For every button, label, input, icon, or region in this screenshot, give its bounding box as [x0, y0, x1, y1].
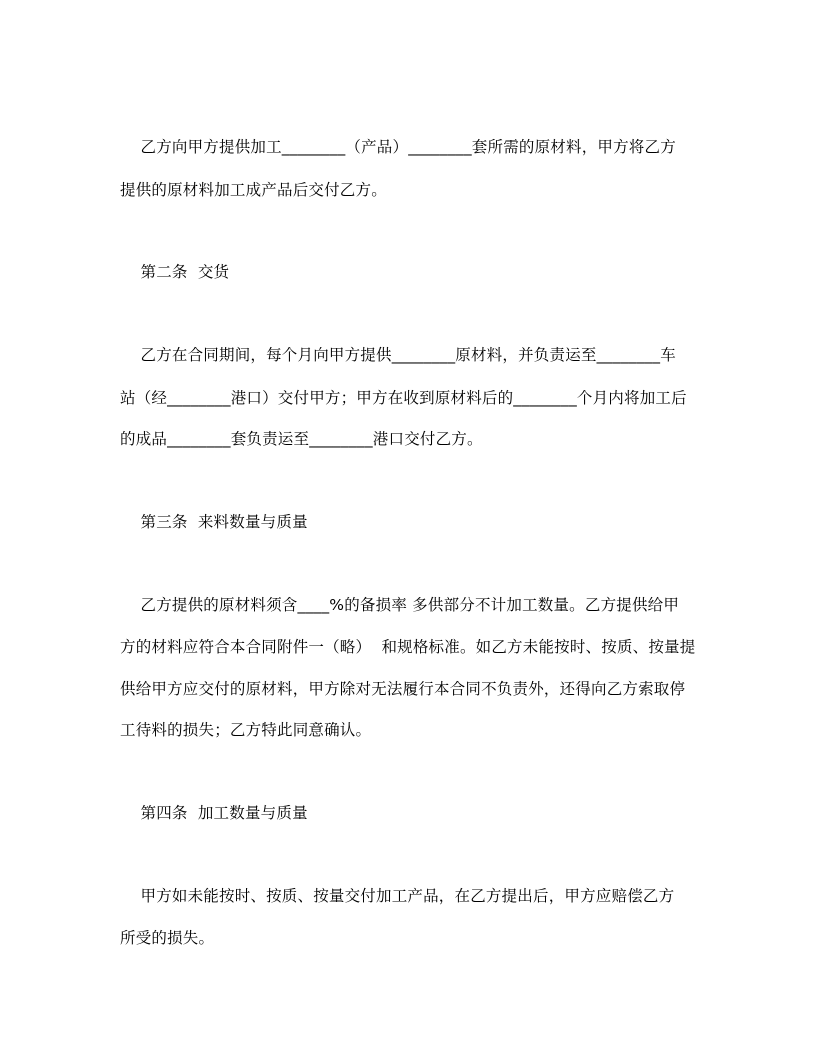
- paragraph-raw-material-supply-line-2: 提供的原材料加工成产品后交付乙方。: [120, 181, 387, 199]
- article-4-paragraph-line-2: 所受的损失。: [120, 929, 215, 947]
- article-2-paragraph-line-2: 站（经________港口）交付甲方；甲方在收到原材料后的________个月内将加工后: [120, 389, 687, 407]
- article-4-paragraph-line-1: 甲方如未能按时、按质、按量交付加工产品，在乙方提出后，甲方应赔偿乙方: [120, 887, 675, 905]
- article-3-paragraph-line-4: 工待料的损失；乙方特此同意确认。: [120, 721, 372, 739]
- article-3-paragraph-line-3: 供给甲方应交付的原材料，甲方除对无法履行本合同不负责外，还得向乙方索取停: [120, 680, 686, 698]
- article-2-heading: 第二条 交货: [120, 263, 230, 281]
- article-3-heading: 第三条 来料数量与质量: [120, 513, 308, 531]
- article-4-heading: 第四条 加工数量与质量: [120, 804, 308, 822]
- article-2-paragraph-line-1: 乙方在合同期间，每个月向甲方提供________原材料，并负责运至________车: [120, 346, 676, 364]
- article-3-paragraph-line-1: 乙方提供的原材料须含____%的备损率 多供部分不计加工数量。乙方提供给甲: [120, 596, 680, 614]
- article-3-paragraph-line-2: 方的材料应符合本合同附件一（略） 和规格标准。如乙方未能按时、按质、按量提: [120, 638, 696, 656]
- article-2-paragraph-line-3: 的成品________套负责运至________港口交付乙方。: [120, 430, 483, 448]
- paragraph-raw-material-supply-line-1: 乙方向甲方提供加工________（产品）________套所需的原材料，甲方将乙方: [120, 138, 676, 156]
